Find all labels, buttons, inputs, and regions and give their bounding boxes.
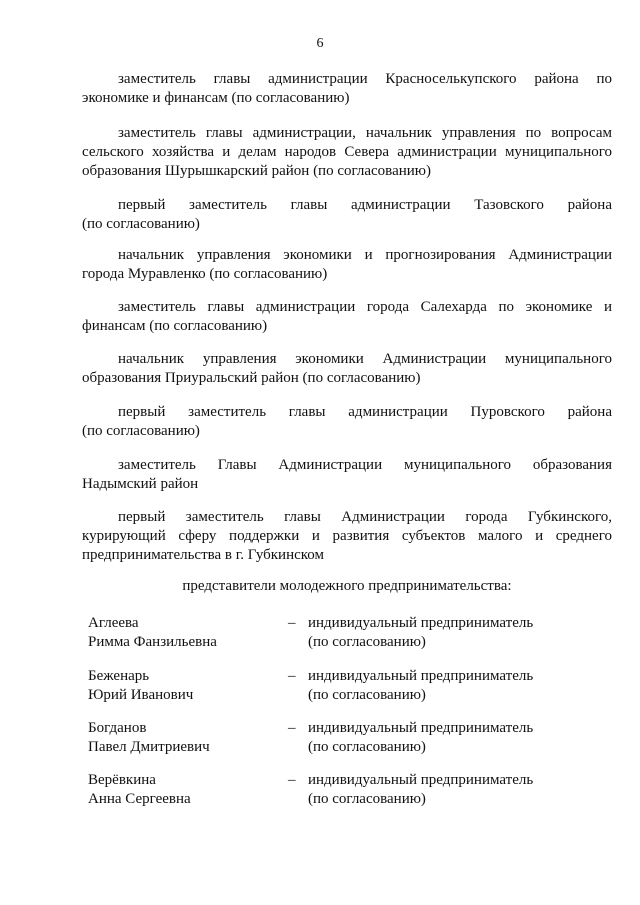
paragraph-muravlenko [82,246,612,284]
paragraph-krasnoselkup [82,70,612,108]
dash: – [288,772,296,788]
paragraph-rest: города Муравленко (по согласованию) [82,266,328,282]
person-role [308,771,608,809]
dash: – [288,668,296,684]
paragraph-rest: сельского хозяйства и делам народов Севера администрации муниципального образования Шурышкарский район (по согласованию) [82,144,612,179]
paragraph-first-line: первый заместитель главы Администрации города Губкинского, [118,509,612,525]
person-entry [82,719,612,759]
paragraph-first-line: заместитель главы администрации Красноселькупского района по [118,71,612,87]
page-number: 6 [316,36,324,51]
person-entry [82,614,612,654]
person-surname: Богданов [88,720,147,736]
paragraph-priuralsky [82,350,612,388]
paragraph-first-line: первый заместитель главы администрации Пуровского района [118,404,612,420]
role-note: (по согласованию) [308,687,426,703]
person-role [308,667,608,705]
paragraph-first-line: заместитель главы администрации города Салехарда по экономике и [118,299,612,315]
paragraph-nadym [82,456,612,494]
paragraph-first-line: заместитель главы администрации, начальник управления по вопросам [118,125,612,141]
person-name [88,771,278,809]
role-line: индивидуальный предприниматель [308,772,534,788]
person-name [88,667,278,705]
person-name [88,719,278,757]
paragraph-rest: экономике и финансам (по согласованию) [82,90,350,106]
paragraph-shuryshkar [82,124,612,181]
person-role [308,719,608,757]
person-role [308,614,608,652]
role-note: (по согласованию) [308,791,426,807]
paragraph-first-line: первый заместитель главы администрации Тазовского района [118,197,612,213]
person-given-names: Юрий Иванович [88,687,194,703]
person-given-names: Римма Фанзильевна [88,634,217,650]
paragraph-salekhard [82,298,612,336]
paragraph-first-line: заместитель Главы Администрации муниципального образования [118,457,612,473]
paragraph-first-line: начальник управления экономики и прогнозирования Администрации [118,247,612,263]
person-entry [82,667,612,707]
section-heading: представители молодежного предпринимательства: [182,578,512,594]
paragraph-first-line: начальник управления экономики Администрации муниципального [118,351,612,367]
person-surname: Аглеева [88,615,139,631]
paragraph-rest: образования Приуральский район (по согласованию) [82,370,421,386]
paragraph-tazovsky [82,196,612,234]
dash: – [288,720,296,736]
person-given-names: Анна Сергеевна [88,791,191,807]
role-line: индивидуальный предприниматель [308,668,534,684]
person-surname: Верёвкина [88,772,156,788]
paragraph-rest: курирующий сферу поддержки и развития субъектов малого и среднего предпринимательства в г. Губкинском [82,528,612,563]
paragraph-rest: (по согласованию) [82,216,200,232]
role-line: индивидуальный предприниматель [308,615,534,631]
person-entry [82,771,612,811]
paragraph-gubkinsky [82,508,612,565]
paragraph-purovsky [82,403,612,441]
role-note: (по согласованию) [308,739,426,755]
person-surname: Беженарь [88,668,150,684]
paragraph-rest: финансам (по согласованию) [82,318,268,334]
role-note: (по согласованию) [308,634,426,650]
person-name [88,614,278,652]
paragraph-rest: (по согласованию) [82,423,200,439]
person-given-names: Павел Дмитриевич [88,739,210,755]
role-line: индивидуальный предприниматель [308,720,534,736]
paragraph-rest: Надымский район [82,476,199,492]
dash: – [288,615,296,631]
